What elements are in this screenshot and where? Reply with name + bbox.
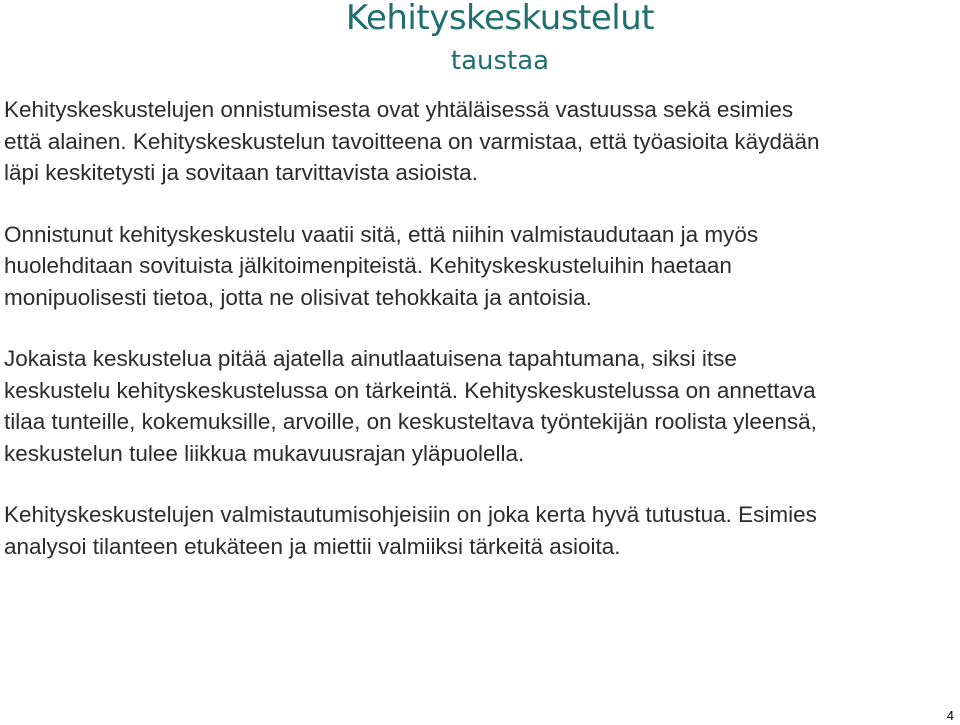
paragraph-line: Jokaista keskustelua pitää ajatella ainutlaatuisena tapahtumana, siksi itse [4, 346, 737, 371]
paragraph-3 [4, 343, 956, 469]
page-number: 4 [946, 708, 954, 723]
paragraph-line: analysoi tilanteen etukäteen ja miettii valmiiksi tärkeitä asioita. [4, 533, 621, 559]
paragraph-line: tilaa tunteille, kokemuksille, arvoille, on keskusteltava työntekijän roolista yleensä, [4, 409, 817, 434]
paragraph-line: Onnistunut kehityskeskustelu vaatii sitä, että niihin valmistaudutaan ja myös [4, 221, 759, 247]
paragraph-line: huolehditaan sovituista jälkitoimenpiteistä. Kehityskeskusteluihin haetaan [4, 253, 732, 278]
paragraph-line: monipuolisesti tietoa, jotta ne olisivat tehokkaita ja antoisia. [4, 284, 592, 310]
paragraph-line: Kehityskeskustelujen onnistumisesta ovat yhtäläisessä vastuussa sekä esimies [4, 97, 794, 122]
paragraph-1 [4, 94, 956, 189]
paragraph-line: Kehityskeskustelujen valmistautumisohjeisiin on joka kerta hyvä tutustua. Esimies [4, 502, 817, 527]
slide-title: Kehityskeskustelut [345, 0, 655, 38]
paragraph-4 [4, 499, 956, 562]
slide-subtitle: taustaa [450, 46, 550, 76]
paragraph-line: läpi keskitetysti ja sovitaan tarvittavista asioista. [4, 160, 478, 185]
slide-body [4, 94, 956, 592]
paragraph-2 [4, 219, 956, 314]
paragraph-line: keskustelun tulee liikkua mukavuusrajan yläpuolella. [4, 440, 525, 466]
paragraph-line: keskustelu kehityskeskustelussa on tärkeintä. Kehityskeskustelussa on annettava [4, 377, 816, 403]
paragraph-line: että alainen. Kehityskeskustelun tavoitteena on varmistaa, että työasioita käydään [4, 128, 820, 154]
